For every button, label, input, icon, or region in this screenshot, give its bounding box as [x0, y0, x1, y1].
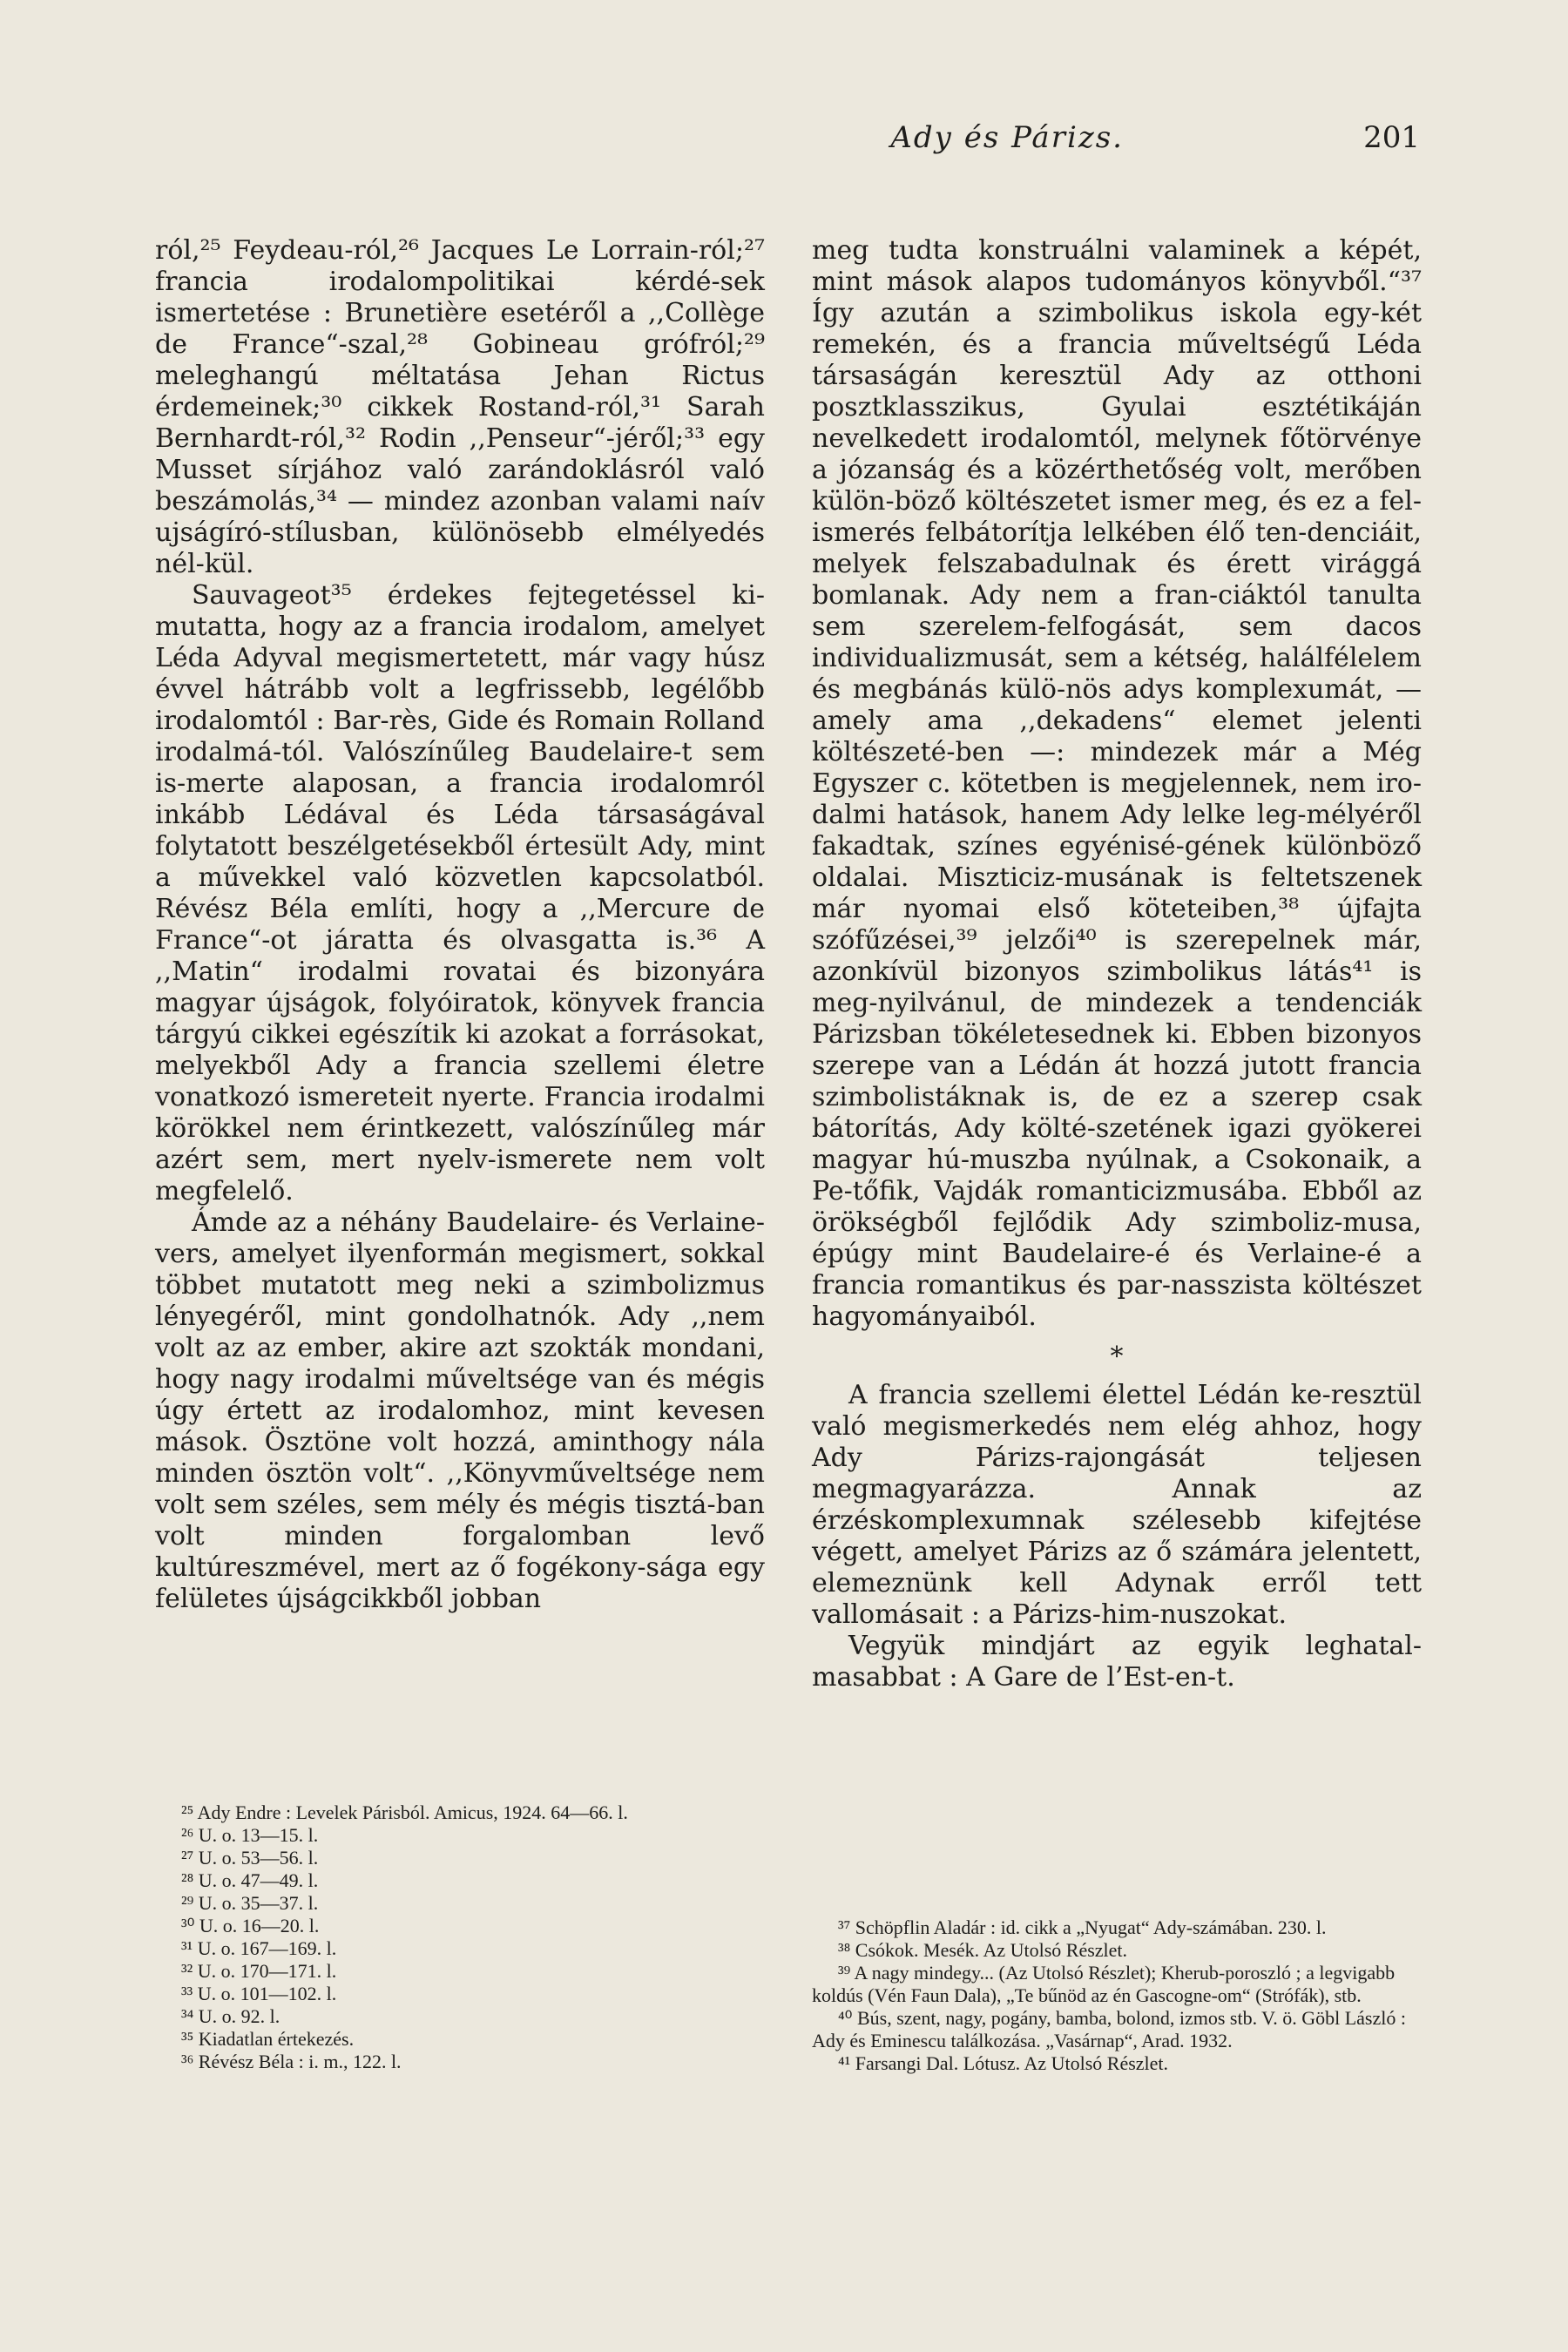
left-paragraph: Ámde az a néhány Baudelaire- és Verlaine-vers, amelyet ilyenformán megismert, sokkal többet mutatott meg neki a szimbolizmus lényegéről, mint gondolhatnók. Ady ,,nem volt az az ember, akire azt szokták mondani, hogy nagy irodalmi műveltsége van és mégis úgy értett az irodalomhoz, mint kevesen mások. Ösztöne volt hozzá, aminthogy nála minden ösztön volt“. ,,Könyvműveltsége nem volt sem széles, sem mély és mégis tisztá-ban volt minden forgalomban levő kultúreszmével, mert az ő fogékony-sága egy felületes újságcikkből jobban	[155, 1207, 765, 1614]
footnote: ²⁹ U. o. 35—37. l.	[181, 1892, 319, 1914]
page-header	[148, 120, 1420, 164]
page-number: 201	[1363, 120, 1420, 155]
right-paragraph: A francia szellemi élettel Lédán ke-resztül való megismerkedés nem elég ahhoz, hogy Ady Párizs-rajongását teljesen megmagyarázza. Annak az érzéskomplexumnak szélesebb kifejtése végett, amelyet Párizs az ő számára jelentett, elemeznünk kell Adynak erről tett vallomásait : a Párizs-him-nuszokat.	[812, 1380, 1422, 1630]
left-paragraph: ról,²⁵ Feydeau-ról,²⁶ Jacques Le Lorrain-ról;²⁷ francia irodalompolitikai kérdé-sek ismertetése : Brunetière esetéről a ,,Collège de France“-szal,²⁸ Gobineau grófról;²⁹ meleghangú méltatása Jehan Rictus érdemeinek;³⁰ cikkek Rostand-ról,³¹ Sarah Bernhardt-ról,³² Rodin ,,Penseur“-jéről;³³ egy Musset sírjához való zarándoklásról való beszámolás,³⁴ — mindez azonban valami naív ujságíró-stílusban, különösebb elmélyedés nél-kül.	[155, 235, 765, 579]
right-column	[812, 235, 1422, 1693]
footnotes-right	[812, 1916, 1422, 2075]
left-paragraph: Sauvageot³⁵ érdekes fejtegetéssel ki-mutatta, hogy az a francia irodalom, amelyet Léda Adyval megismertetett, már vagy húsz évvel hátrább volt a legfrissebb, legélőbb irodalomtól : Bar-rès, Gide és Romain Rolland irodalmá-tól. Valószínűleg Baudelaire-t sem is-merte alaposan, a francia irodalomról inkább Lédával és Léda társaságával folytatott beszélgetésekből értesült Ady, mint a művekkel való közvetlen kapcsolatból. Révész Béla említi, hogy a ,,Mercure de France“-ot járatta és olvasgatta is.³⁶ A ,,Matin“ irodalmi rovatai és bizonyára magyar újságok, folyóiratok, könyvek francia tárgyú cikkei egészítik ki azokat a forrásokat, melyekből Ady a francia szellemi életre vonatkozó ismereteit nyerte. Francia irodalmi körökkel nem érintkezett, valószínűleg már azért sem, mert nyelv-ismerete nem volt megfelelő.	[155, 580, 765, 1206]
footnote: ³² U. o. 170—171. l.	[181, 1960, 337, 1982]
footnote: ²⁸ U. o. 47—49. l.	[181, 1869, 319, 1891]
footnote: ³⁹ A nagy mindegy... (Az Utolsó Részlet); Kherub-poroszló ; a legvigabb koldús (Vén Faun Dala), „Te bűnöd az én Gascogne-om“ (Strófák), stb.	[812, 1962, 1396, 2006]
footnote: ³³ U. o. 101—102. l.	[181, 1983, 337, 2004]
footnotes-left	[155, 1801, 765, 2073]
footnote: ⁴¹ Farsangi Dal. Lótusz. Az Utolsó Részlet.	[838, 2052, 1169, 2074]
running-title: Ady és Párizs.	[890, 120, 1124, 155]
footnote: ³¹ U. o. 167—169. l.	[181, 1937, 337, 1959]
footnote: ³⁴ U. o. 92. l.	[181, 2005, 280, 2027]
footnote: ³⁷ Schöpflin Aladár : id. cikk a „Nyugat“ Ady-számában. 230. l.	[838, 1916, 1327, 1938]
right-paragraph: Vegyük mindjárt az egyik leghatal-masabbat : A Gare de l’Est-en-t.	[812, 1631, 1422, 1693]
left-column	[155, 235, 765, 1615]
footnote: ²⁷ U. o. 53—56. l.	[181, 1847, 319, 1869]
footnote: ³⁸ Csókok. Mesék. Az Utolsó Részlet.	[838, 1939, 1128, 1961]
footnote: ³⁵ Kiadatlan értekezés.	[181, 2028, 355, 2050]
footnote: ³⁰ U. o. 16—20. l.	[181, 1915, 320, 1936]
footnote: ²⁵ Ady Endre : Levelek Párisból. Amicus, 1924. 64—66. l.	[181, 1801, 628, 1823]
right-paragraph: meg tudta konstruálni valaminek a képét, mint mások alapos tudományos könyvből.“³⁷ Így azután a szimbolikus iskola egy-két remekén, és a francia műveltségű Léda társaságán keresztül Ady az otthoni posztklasszikus, Gyulai esztétikáján nevelkedett irodalomtól, melynek főtörvénye a józanság és a közérthetőség volt, merőben külön-böző költészetet ismer meg, és ez a fel-ismerés felbátorítja lelkében élő ten-denciáit, melyek felszabadulnak és érett virággá bomlanak. Ady nem a fran-ciáktól tanulta sem szerelem-felfogását, sem dacos individualizmusát, sem a kétség, halálfélelem és megbánás külö-nös adys komplexumát, — amely ama ,,dekadens“ elemet jelenti költészeté-ben —: mindezek már a Még Egyszer c. kötetben is megjelennek, nem iro-dalmi hatások, hanem Ady lelke leg-mélyéről fakadtak, színes egyénisé-gének különböző oldalai. Miszticiz-musának is feltetszenek már nyomai első köteteiben,³⁸ újfajta szófűzései,³⁹ jelzői⁴⁰ is szerepelnek már, azonkívül bizonyos szimbolikus látás⁴¹ is meg-nyilvánul, de mindezek a tendenciák Párizsban tökéletesednek ki. Ebben bizonyos szerepe van a Lédán át hozzá jutott francia szimbolistáknak is, de ez a szerep csak bátorítás, Ady költé-szetének igazi gyökerei magyar hú-muszba nyúlnak, a Csokonaik, a Pe-tőfik, Vajdák romanticizmusába. Ebből az örökségből fejlődik Ady szimboliz-musa, épúgy mint Baudelaire-é és Verlaine-é a francia romantikus és par-nasszista költészet hagyományaiból.	[812, 235, 1422, 1332]
footnote: ⁴⁰ Bús, szent, nagy, pogány, bamba, bolond, izmos stb. V. ö. Göbl László : Ady és Eminescu találkozása. „Vasárnap“, Arad. 1932.	[812, 2007, 1406, 2051]
footnote: ³⁶ Révész Béla : i. m., 122. l.	[181, 2051, 402, 2072]
footnote: ²⁶ U. o. 13—15. l.	[181, 1824, 319, 1846]
section-separator: *	[1110, 1342, 1124, 1372]
